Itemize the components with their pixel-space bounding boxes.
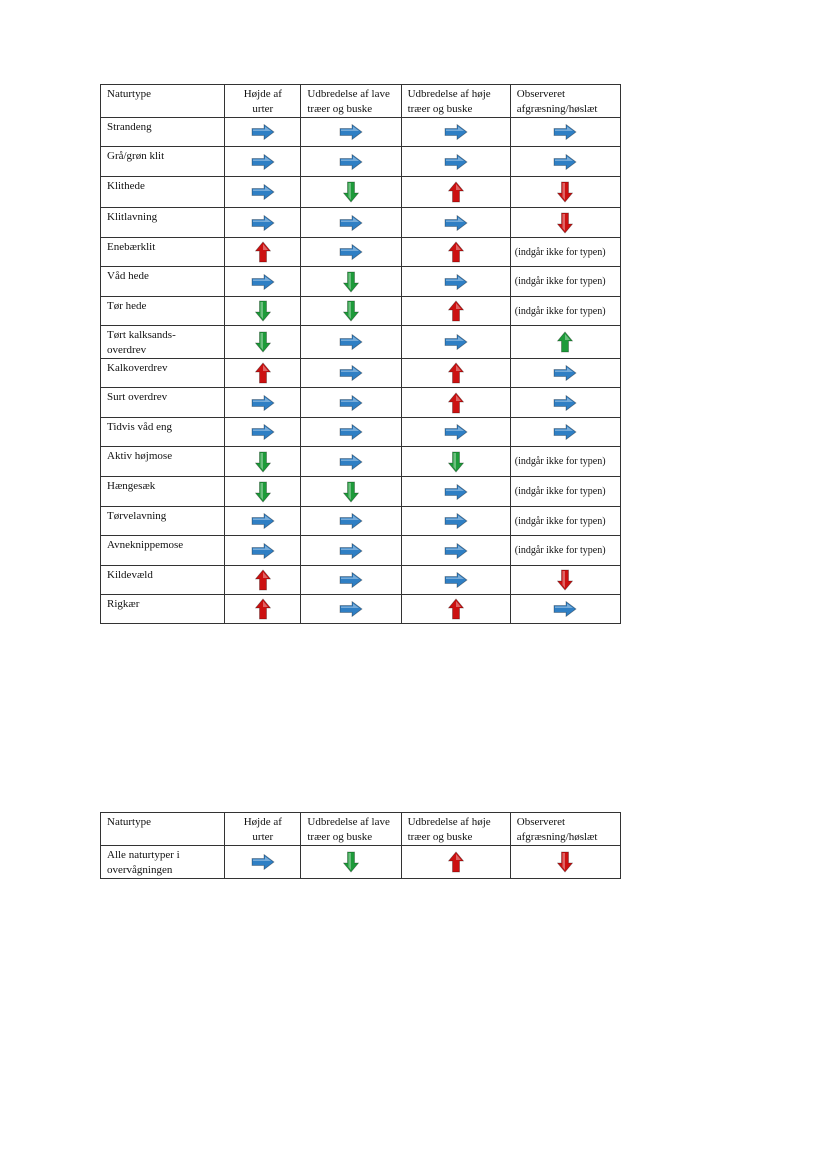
naturtype-cell: Kalkoverdrev xyxy=(101,359,225,388)
arrow-right-icon xyxy=(510,118,620,147)
arrow-right-icon xyxy=(301,208,401,238)
arrow-right-icon xyxy=(339,124,363,140)
arrow-right-icon xyxy=(301,147,401,177)
arrow-right-icon xyxy=(444,274,468,290)
naturtype-cell: Tør hede xyxy=(101,297,225,326)
arrow-right-icon xyxy=(301,536,401,566)
table-row xyxy=(101,326,621,359)
header-cell: Udbredelse af høje træer og buske xyxy=(401,813,510,846)
arrow-right-icon xyxy=(225,208,301,238)
table-row xyxy=(101,177,621,208)
arrow-right-icon xyxy=(339,513,363,529)
naturtype-cell: Alle naturtyper i overvågningen xyxy=(101,846,225,879)
table-row xyxy=(101,566,621,595)
arrow-down-icon xyxy=(343,481,359,503)
arrow-right-icon xyxy=(301,359,401,388)
arrow-down-icon xyxy=(301,477,401,507)
arrow-right-icon xyxy=(444,154,468,170)
header-cell: Udbredelse af høje træer og buske xyxy=(401,85,510,118)
arrow-right-icon xyxy=(339,154,363,170)
arrow-right-icon xyxy=(251,513,275,529)
arrow-down-icon xyxy=(343,271,359,293)
arrow-down-icon xyxy=(255,300,271,322)
arrow-up-icon xyxy=(255,362,271,384)
arrow-up-icon xyxy=(225,359,301,388)
arrow-up-icon xyxy=(255,569,271,591)
not-applicable-note: (indgår ikke for typen) xyxy=(510,297,620,326)
arrow-right-icon xyxy=(225,147,301,177)
naturtype-cell: Grå/grøn klit xyxy=(101,147,225,177)
arrow-up-icon xyxy=(448,241,464,263)
arrow-right-icon xyxy=(251,215,275,231)
arrow-right-icon xyxy=(251,124,275,140)
arrow-right-icon xyxy=(225,536,301,566)
arrow-up-icon xyxy=(401,359,510,388)
table-row xyxy=(101,507,621,536)
arrow-down-icon xyxy=(225,326,301,359)
arrow-right-icon xyxy=(401,147,510,177)
table-row xyxy=(101,846,621,879)
arrow-right-icon xyxy=(553,395,577,411)
arrow-right-icon xyxy=(401,507,510,536)
arrow-right-icon xyxy=(251,424,275,440)
arrow-right-icon xyxy=(553,424,577,440)
arrow-right-icon xyxy=(401,267,510,297)
naturtype-cell: Våd hede xyxy=(101,267,225,297)
table-row xyxy=(101,536,621,566)
arrow-down-icon xyxy=(301,297,401,326)
not-applicable-note: (indgår ikke for typen) xyxy=(510,267,620,297)
arrow-down-icon xyxy=(225,477,301,507)
arrow-down-icon xyxy=(255,331,271,353)
arrow-right-icon xyxy=(301,566,401,595)
not-applicable-note: (indgår ikke for typen) xyxy=(510,536,620,566)
arrow-right-icon xyxy=(251,854,275,870)
table-row xyxy=(101,447,621,477)
arrow-right-icon xyxy=(510,359,620,388)
arrow-right-icon xyxy=(444,543,468,559)
arrow-down-icon xyxy=(255,451,271,473)
arrow-right-icon xyxy=(444,215,468,231)
arrow-right-icon xyxy=(553,154,577,170)
arrow-right-icon xyxy=(401,118,510,147)
arrow-down-icon xyxy=(510,208,620,238)
arrow-up-icon xyxy=(448,300,464,322)
header-cell: Naturtype xyxy=(101,813,225,846)
table-row xyxy=(101,359,621,388)
arrow-right-icon xyxy=(301,118,401,147)
arrow-right-icon xyxy=(510,388,620,418)
arrow-up-icon xyxy=(448,392,464,414)
table-row xyxy=(101,238,621,267)
arrow-right-icon xyxy=(225,177,301,208)
header-cell: Udbredelse af lave træer og buske xyxy=(301,85,401,118)
arrow-right-icon xyxy=(225,846,301,879)
table-row xyxy=(101,118,621,147)
naturtype-cell: Enebærklit xyxy=(101,238,225,267)
arrow-right-icon xyxy=(301,418,401,447)
arrow-right-icon xyxy=(251,154,275,170)
arrow-up-icon xyxy=(401,846,510,879)
arrow-down-icon xyxy=(301,177,401,208)
arrow-right-icon xyxy=(301,507,401,536)
arrow-right-icon xyxy=(339,424,363,440)
naturtype-cell: Rigkær xyxy=(101,595,225,624)
arrow-right-icon xyxy=(553,124,577,140)
arrow-right-icon xyxy=(339,215,363,231)
arrow-right-icon xyxy=(301,447,401,477)
arrow-right-icon xyxy=(444,572,468,588)
not-applicable-note: (indgår ikke for typen) xyxy=(510,477,620,507)
arrow-down-icon xyxy=(343,851,359,873)
table-row xyxy=(101,477,621,507)
arrow-down-icon xyxy=(510,177,620,208)
arrow-down-icon xyxy=(557,851,573,873)
arrow-up-icon xyxy=(225,566,301,595)
arrow-down-icon xyxy=(343,181,359,203)
table-row xyxy=(101,595,621,624)
arrow-right-icon xyxy=(339,454,363,470)
arrow-right-icon xyxy=(225,418,301,447)
arrow-right-icon xyxy=(251,543,275,559)
arrow-up-icon xyxy=(448,181,464,203)
naturtype-cell: Surt overdrev xyxy=(101,388,225,418)
arrow-down-icon xyxy=(301,267,401,297)
table-row xyxy=(101,388,621,418)
arrow-down-icon xyxy=(301,846,401,879)
arrow-right-icon xyxy=(401,477,510,507)
arrow-up-icon xyxy=(255,241,271,263)
trend-table-summary xyxy=(100,812,621,879)
arrow-up-icon xyxy=(448,851,464,873)
arrow-right-icon xyxy=(339,601,363,617)
arrow-right-icon xyxy=(553,601,577,617)
arrow-up-icon xyxy=(225,595,301,624)
naturtype-cell: Klithede xyxy=(101,177,225,208)
arrow-down-icon xyxy=(510,846,620,879)
table-row xyxy=(101,147,621,177)
arrow-down-icon xyxy=(255,481,271,503)
arrow-right-icon xyxy=(339,543,363,559)
header-cell: Observeret afgræsning/høslæt xyxy=(510,85,620,118)
arrow-up-icon xyxy=(401,297,510,326)
arrow-right-icon xyxy=(510,418,620,447)
arrow-right-icon xyxy=(225,118,301,147)
arrow-down-icon xyxy=(225,447,301,477)
arrow-right-icon xyxy=(225,507,301,536)
naturtype-cell: Strandeng xyxy=(101,118,225,147)
naturtype-cell: Hængesæk xyxy=(101,477,225,507)
naturtype-cell: Kildevæld xyxy=(101,566,225,595)
not-applicable-note: (indgår ikke for typen) xyxy=(510,238,620,267)
arrow-right-icon xyxy=(510,147,620,177)
table-row xyxy=(101,267,621,297)
arrow-right-icon xyxy=(401,418,510,447)
arrow-right-icon xyxy=(401,566,510,595)
arrow-right-icon xyxy=(339,365,363,381)
arrow-up-icon xyxy=(401,388,510,418)
arrow-up-icon xyxy=(448,362,464,384)
header-cell: Observeret afgræsning/høslæt xyxy=(510,813,620,846)
naturtype-cell: Aktiv højmose xyxy=(101,447,225,477)
arrow-down-icon xyxy=(557,212,573,234)
arrow-up-icon xyxy=(225,238,301,267)
arrow-down-icon xyxy=(401,447,510,477)
naturtype-cell: Klitlavning xyxy=(101,208,225,238)
arrow-up-icon xyxy=(401,595,510,624)
arrow-right-icon xyxy=(401,536,510,566)
table-row xyxy=(101,418,621,447)
arrow-right-icon xyxy=(339,395,363,411)
arrow-right-icon xyxy=(251,395,275,411)
arrow-right-icon xyxy=(301,595,401,624)
header-cell: Naturtype xyxy=(101,85,225,118)
naturtype-cell: Avneknippemose xyxy=(101,536,225,566)
arrow-down-icon xyxy=(557,181,573,203)
table-row xyxy=(101,208,621,238)
arrow-right-icon xyxy=(444,334,468,350)
arrow-right-icon xyxy=(444,124,468,140)
arrow-up-icon xyxy=(510,326,620,359)
naturtype-cell: Tørvelavning xyxy=(101,507,225,536)
arrow-up-icon xyxy=(255,598,271,620)
arrow-down-icon xyxy=(510,566,620,595)
trend-table-naturtyper xyxy=(100,84,621,624)
arrow-right-icon xyxy=(444,513,468,529)
arrow-up-icon xyxy=(401,177,510,208)
arrow-up-icon xyxy=(401,238,510,267)
arrow-right-icon xyxy=(225,267,301,297)
header-cell: Udbredelse af lave træer og buske xyxy=(301,813,401,846)
arrow-right-icon xyxy=(553,365,577,381)
arrow-right-icon xyxy=(510,595,620,624)
arrow-right-icon xyxy=(225,388,301,418)
arrow-right-icon xyxy=(301,326,401,359)
arrow-right-icon xyxy=(339,244,363,260)
header-cell: Højde af urter xyxy=(225,85,301,118)
arrow-down-icon xyxy=(448,451,464,473)
arrow-down-icon xyxy=(343,300,359,322)
arrow-right-icon xyxy=(251,274,275,290)
not-applicable-note: (indgår ikke for typen) xyxy=(510,507,620,536)
arrow-right-icon xyxy=(301,388,401,418)
naturtype-cell: Tidvis våd eng xyxy=(101,418,225,447)
arrow-right-icon xyxy=(251,184,275,200)
arrow-right-icon xyxy=(401,208,510,238)
arrow-right-icon xyxy=(339,334,363,350)
arrow-right-icon xyxy=(301,238,401,267)
arrow-up-icon xyxy=(448,598,464,620)
arrow-down-icon xyxy=(225,297,301,326)
header-cell: Højde af urter xyxy=(225,813,301,846)
arrow-right-icon xyxy=(444,484,468,500)
naturtype-cell: Tørt kalksands- overdrev xyxy=(101,326,225,359)
arrow-right-icon xyxy=(401,326,510,359)
arrow-down-icon xyxy=(557,569,573,591)
arrow-right-icon xyxy=(444,424,468,440)
arrow-right-icon xyxy=(339,572,363,588)
table-row xyxy=(101,297,621,326)
arrow-up-icon xyxy=(557,331,573,353)
not-applicable-note: (indgår ikke for typen) xyxy=(510,447,620,477)
